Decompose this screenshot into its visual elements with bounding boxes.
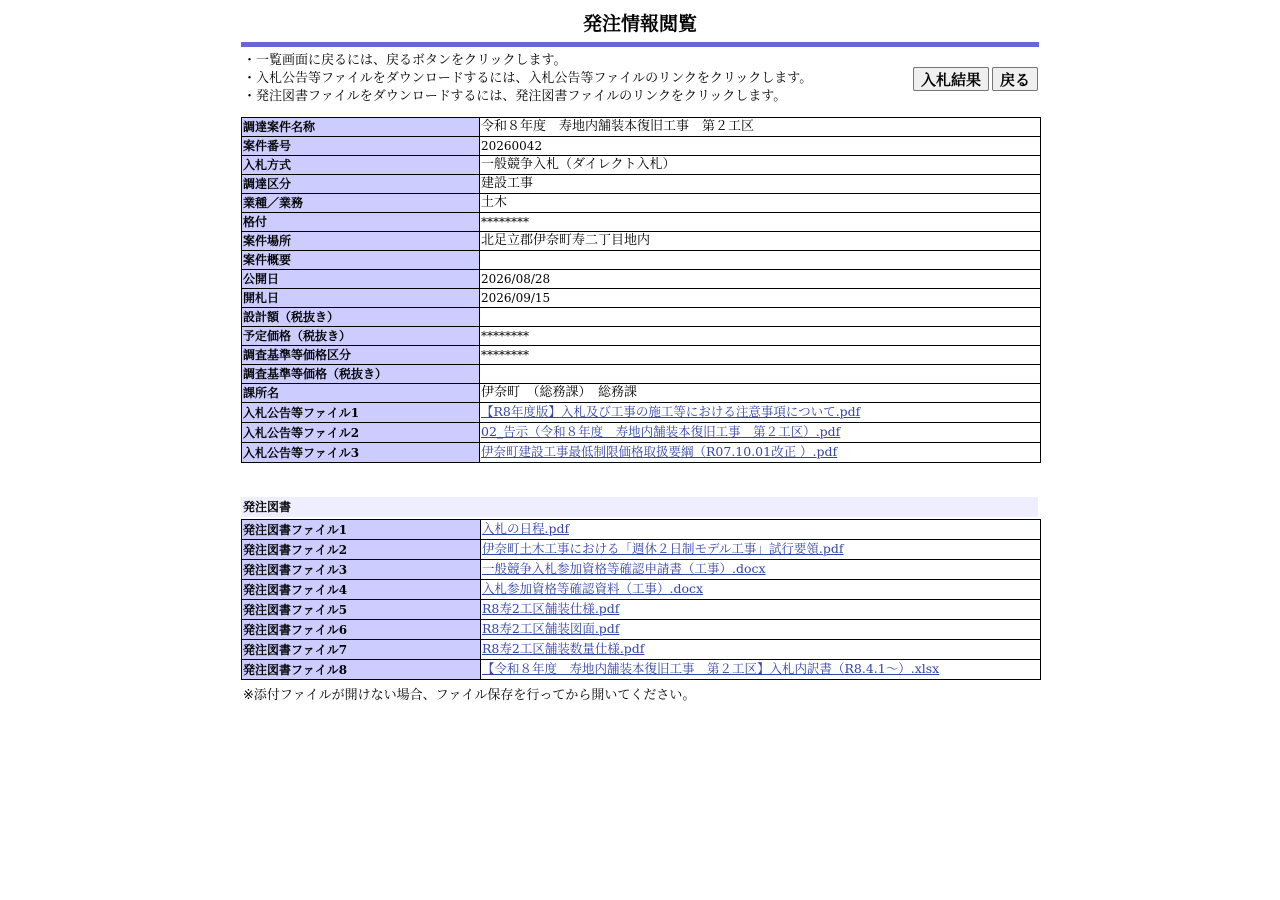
table-row: [242, 423, 1041, 443]
table-row: [242, 232, 1041, 251]
order-info-table: [241, 117, 1041, 463]
row-label: 予定価格（税抜き）: [242, 327, 480, 346]
row-value: ********: [480, 213, 1041, 232]
table-row: [242, 137, 1041, 156]
row-value: 建設工事: [480, 175, 1041, 194]
row-value: ********: [480, 346, 1041, 365]
table-row: [242, 443, 1041, 463]
row-label: 入札公告等ファイル2: [242, 423, 480, 443]
bid-result-button[interactable]: 入札結果: [913, 67, 989, 91]
row-value: [480, 423, 1041, 443]
row-value: [481, 580, 1041, 600]
table-row: [242, 540, 1041, 560]
row-label: 公開日: [242, 270, 480, 289]
row-value: [480, 365, 1041, 384]
row-label: 入札方式: [242, 156, 480, 175]
instruction-line: ・発注図書ファイルをダウンロードするには、発注図書ファイルのリンクをクリックします。: [243, 89, 787, 104]
row-value: [480, 308, 1041, 327]
table-row: [242, 660, 1041, 680]
row-value: ********: [480, 327, 1041, 346]
row-value: 土木: [480, 194, 1041, 213]
row-value: 2026/09/15: [480, 289, 1041, 308]
row-value: 2026/08/28: [480, 270, 1041, 289]
row-value: 令和８年度 寿地内舗装本復旧工事 第２工区: [480, 118, 1041, 137]
row-value: [481, 560, 1041, 580]
row-label: 入札公告等ファイル3: [242, 443, 480, 463]
row-label: 発注図書ファイル2: [242, 540, 481, 560]
document-file-link[interactable]: R8寿2工区舗装図面.pdf: [482, 621, 620, 636]
table-row: [242, 156, 1041, 175]
row-value: [480, 403, 1041, 423]
row-value: [480, 443, 1041, 463]
document-file-link[interactable]: 入札参加資格等確認資料（工事）.docx: [482, 581, 704, 596]
row-label: 設計額（税抜き）: [242, 308, 480, 327]
row-value: [481, 640, 1041, 660]
table-row: [242, 194, 1041, 213]
table-row: [242, 384, 1041, 403]
document-file-link[interactable]: R8寿2工区舗装数量仕様.pdf: [482, 641, 645, 656]
row-value: [481, 620, 1041, 640]
back-button[interactable]: 戻る: [992, 67, 1038, 91]
table-row: [242, 118, 1041, 137]
table-row: [242, 213, 1041, 232]
announcement-file-link[interactable]: 【R8年度版】入札及び工事の施工等における注意事項について.pdf: [481, 404, 861, 419]
document-file-link[interactable]: R8寿2工区舗装仕様.pdf: [482, 601, 620, 616]
table-row: [242, 289, 1041, 308]
row-label: 発注図書ファイル1: [242, 520, 481, 540]
footnote: ※添付ファイルが開けない場合、ファイル保存を行ってから開いてください。: [243, 688, 696, 703]
documents-table: [241, 519, 1041, 680]
row-label: 発注図書ファイル6: [242, 620, 481, 640]
table-row: [242, 346, 1041, 365]
row-label: 開札日: [242, 289, 480, 308]
row-value: 一般競争入札（ダイレクト入札）: [480, 156, 1041, 175]
row-value: [480, 251, 1041, 270]
row-label: 調査基準等価格区分: [242, 346, 480, 365]
table-row: [242, 327, 1041, 346]
row-label: 格付: [242, 213, 480, 232]
row-label: 発注図書ファイル7: [242, 640, 481, 660]
instruction-line: ・一覧画面に戻るには、戻るボタンをクリックします。: [243, 53, 567, 68]
row-label: 発注図書ファイル3: [242, 560, 481, 580]
table-row: [242, 640, 1041, 660]
page-title: 発注情報閲覧: [582, 13, 697, 35]
row-label: 案件場所: [242, 232, 480, 251]
table-row: [242, 560, 1041, 580]
row-value: [481, 520, 1041, 540]
table-row: [242, 580, 1041, 600]
table-row: [242, 403, 1041, 423]
row-label: 発注図書ファイル4: [242, 580, 481, 600]
document-file-link[interactable]: 一般競争入札参加資格等確認申請書（工事）.docx: [482, 561, 766, 576]
row-value: [481, 600, 1041, 620]
table-row: [242, 365, 1041, 384]
row-label: 発注図書ファイル5: [242, 600, 481, 620]
row-value: [481, 540, 1041, 560]
table-row: [242, 620, 1041, 640]
button-group: [913, 67, 1038, 91]
header-area: [241, 47, 1039, 117]
table-row: [242, 270, 1041, 289]
announcement-file-link[interactable]: 伊奈町建設工事最低制限価格取扱要綱（R07.10.01改正 ）.pdf: [481, 444, 838, 459]
row-label: 案件番号: [242, 137, 480, 156]
instruction-line: ・入札公告等ファイルをダウンロードするには、入札公告等ファイルのリンクをクリックします。: [243, 71, 813, 86]
row-label: 課所名: [242, 384, 480, 403]
table-row: [242, 251, 1041, 270]
row-label: 業種／業務: [242, 194, 480, 213]
row-value: 北足立郡伊奈町寿二丁目地内: [480, 232, 1041, 251]
documents-section-title: 発注図書: [241, 497, 1038, 517]
row-label: 案件概要: [242, 251, 480, 270]
announcement-file-link[interactable]: 02_告示（令和８年度 寿地内舗装本復旧工事 第２工区）.pdf: [481, 424, 841, 439]
row-label: 調査基準等価格（税抜き）: [242, 365, 480, 384]
row-value: [481, 660, 1041, 680]
row-value: 伊奈町 （総務課） 総務課: [480, 384, 1041, 403]
table-row: [242, 308, 1041, 327]
row-value: 20260042: [480, 137, 1041, 156]
table-row: [242, 600, 1041, 620]
instructions: [243, 52, 812, 106]
table-row: [242, 175, 1041, 194]
document-file-link[interactable]: 【令和８年度 寿地内舗装本復旧工事 第２工区】入札内訳書（R8.4.1～）.xlsx: [482, 661, 940, 676]
row-label: 調達案件名称: [242, 118, 480, 137]
row-label: 発注図書ファイル8: [242, 660, 481, 680]
document-file-link[interactable]: 入札の日程.pdf: [482, 521, 570, 536]
table-row: [242, 520, 1041, 540]
document-file-link[interactable]: 伊奈町土木工事における「週休２日制モデル工事」試行要領.pdf: [482, 541, 844, 556]
row-label: 入札公告等ファイル1: [242, 403, 480, 423]
row-label: 調達区分: [242, 175, 480, 194]
page-container: [241, 0, 1039, 703]
